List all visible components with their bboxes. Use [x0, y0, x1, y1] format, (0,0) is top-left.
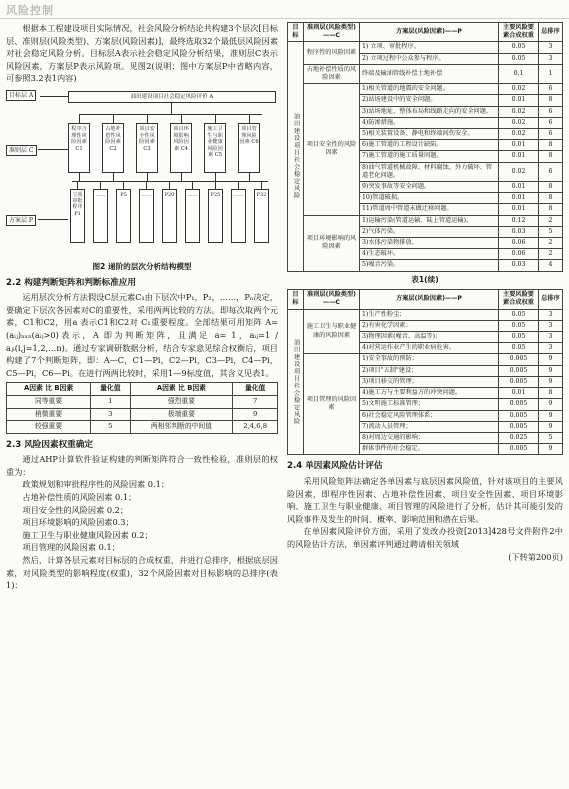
section-2-3-paragraph-2: 然后，计算各层元素对目标层的合成权重，并进行总排序，根据底层因素，对风险类型的影响程度(权重)，32个风险因素对目标影响的总排序(表1)：	[6, 555, 278, 591]
factor-cell: 4)对营运作业产生的职业病危害。	[360, 343, 499, 354]
factor-cell: 3)物理因素(噪音、高温等)；	[360, 332, 499, 343]
weight-cell: 0.01	[499, 193, 539, 204]
factor-cell: 5)噪音污染。	[360, 260, 499, 271]
table1b-header: 方案层(风险因素)——P	[360, 290, 499, 309]
rank-cell: 9	[539, 354, 563, 365]
journal-brand: 风险控制	[6, 4, 54, 17]
connector-line	[147, 114, 148, 123]
rank-cell: 9	[539, 376, 563, 387]
list-item: 政策规划和审批程序性的风险因素 0.1；	[22, 479, 170, 490]
weight-cell: 0.01	[499, 95, 539, 106]
table1b-header: 目标	[288, 290, 304, 309]
factor-cell: 8)油气管道机械故障、材料腐蚀、外力破坏、管道老化问题。	[360, 162, 499, 181]
weight-cell: 0.005	[499, 354, 539, 365]
criterion-cell: 程序性的风险因素	[304, 42, 360, 64]
rank-cell: 3	[539, 332, 563, 343]
criterion-cell: 项目安全性的风险因素	[304, 84, 360, 215]
rank-cell: 9	[539, 444, 563, 455]
rank-cell: 5	[539, 226, 563, 237]
connector-line	[261, 181, 262, 189]
table-row	[7, 395, 278, 408]
rank-cell: 8	[539, 182, 563, 193]
section-2-4-title: 2.4 单因素风险估计评估	[287, 461, 383, 472]
rank-cell: 8	[539, 151, 563, 162]
factor-cell: 5)文明施工标准管理；	[360, 399, 499, 410]
table-row	[288, 215, 563, 226]
plan-box: ……	[185, 189, 200, 243]
factor-cell: 2)气体污染。	[360, 226, 499, 237]
weight-cell: 0.05	[499, 320, 539, 331]
right-column	[287, 22, 563, 564]
scale-cell: 7	[233, 395, 278, 408]
criterion-cell: 施工卫生与职业健康的风险因素	[304, 309, 360, 354]
table1b-header: 主要风险要素合成权重	[499, 290, 539, 309]
weight-cell: 0.025	[499, 432, 539, 443]
criterion-box: 项目环境影响风险因素 C4	[170, 123, 192, 173]
rank-cell: 2	[539, 215, 563, 226]
connector-line	[181, 114, 182, 123]
criterion-box: 占地补偿性风险因素 C2	[102, 123, 124, 173]
factor-cell: 1)相关管道的地震的安全问题。	[360, 84, 499, 95]
scale-cell: 5	[91, 421, 130, 434]
weight-cell: 0.02	[499, 129, 539, 140]
factor-cell: 2)项目"五制"建设；	[360, 365, 499, 376]
connector-line	[79, 114, 80, 123]
scale-header: A因素 比 B因素	[7, 383, 91, 396]
factor-cell: 1)生产性粉尘；	[360, 309, 499, 320]
weight-cell: 0.06	[499, 249, 539, 260]
scale-cell: 较强重要	[7, 421, 91, 434]
weights-list	[6, 478, 278, 554]
plan-box: P5	[116, 189, 131, 243]
weight-cell: 0.005	[499, 365, 539, 376]
scale-table	[6, 382, 278, 433]
weight-cell: 0.01	[499, 388, 539, 399]
scale-cell: 3	[91, 408, 130, 421]
hierarchy-figure	[6, 87, 278, 259]
plan-box: P32	[254, 189, 269, 243]
scale-cell: 1	[91, 395, 130, 408]
goal-cell: 油田建设项目社会稳定风险	[288, 309, 304, 455]
table-1-caption: 表1(续)	[411, 274, 439, 284]
connector-line	[215, 181, 216, 189]
goal-box: 油田建设项目社会稳定风险评价 A	[68, 91, 276, 103]
rank-cell: 8	[539, 193, 563, 204]
rank-cell: 6	[539, 162, 563, 181]
weight-cell: 0.01	[499, 151, 539, 162]
rank-cell: 2	[539, 238, 563, 249]
factor-cell: 3)项目移交的管理；	[360, 376, 499, 387]
connector-line	[215, 114, 216, 123]
criterion-box: 程序合理性风险因素 C1	[68, 123, 90, 173]
list-item: 项目环境影响的风险因素0.3；	[22, 517, 134, 528]
table-row	[288, 64, 563, 83]
plan-box: ……	[93, 189, 108, 243]
connector-line	[113, 114, 114, 123]
weight-cell: 0.02	[499, 106, 539, 117]
criterion-cell: 项目管理的风险因素	[304, 354, 360, 455]
table1-header: 方案层(风险因素)——P	[360, 23, 499, 42]
weight-cell: 0.01	[499, 140, 539, 151]
connector-line	[181, 173, 182, 181]
connector-line	[100, 181, 101, 189]
weight-cell: 0.05	[499, 343, 539, 354]
rank-cell: 6	[539, 129, 563, 140]
rank-cell: 3	[539, 53, 563, 64]
weight-cell: 0.05	[499, 332, 539, 343]
rank-cell: 8	[539, 140, 563, 151]
rank-cell: 3	[539, 309, 563, 320]
rank-cell: 3	[539, 320, 563, 331]
weight-cell: 0.12	[499, 215, 539, 226]
scale-cell: 极端重要	[130, 408, 233, 421]
rank-cell: 6	[539, 84, 563, 95]
factor-cell: 4)施工方与主要利益方的冲突问题。	[360, 388, 499, 399]
left-column	[6, 22, 278, 592]
table1-header: 总排序	[539, 23, 563, 42]
scale-header: A因素 比 B因素	[130, 383, 233, 396]
connector-line	[192, 181, 193, 189]
connector-line	[215, 173, 216, 181]
rank-cell: 9	[539, 399, 563, 410]
level-a-label: 目标层 A	[6, 90, 36, 101]
rank-cell: 6	[539, 117, 563, 128]
continued-note: (下转第200页)	[508, 552, 563, 563]
weight-cell: 0.1	[499, 64, 539, 83]
connector-line	[249, 173, 250, 181]
header-rule	[0, 18, 569, 19]
factor-cell: 1) 立项、审批程序。	[360, 42, 499, 53]
table-row	[288, 354, 563, 365]
plan-box: ……	[139, 189, 154, 243]
criterion-box: 施工卫生与职业健康风险因素 C5	[204, 123, 226, 173]
rank-cell: 3	[539, 42, 563, 53]
table1b-header: 总排序	[539, 290, 563, 309]
rank-cell: 8	[539, 204, 563, 215]
criterion-box: 项目安全性风险因素 C3	[136, 123, 158, 173]
scale-header: 量化值	[233, 383, 278, 396]
factor-cell: 10)管道破损。	[360, 193, 499, 204]
connector-line	[249, 114, 250, 123]
factor-cell: 9)突发事故等安全问题。	[360, 182, 499, 193]
table1b-header: 准则层(风险类型)——C	[304, 290, 360, 309]
connector-line	[113, 173, 114, 181]
rank-cell: 4	[539, 260, 563, 271]
weight-cell: 0.005	[499, 399, 539, 410]
figure-caption: 图2 递阶的层次分析结构模型	[92, 261, 192, 271]
factor-cell: 4)生态破坏。	[360, 249, 499, 260]
rank-cell: 5	[539, 432, 563, 443]
rank-cell: 8	[539, 95, 563, 106]
factor-cell: 6)施工管道的工程设计缺陷。	[360, 140, 499, 151]
factor-cell: 2)有害化学因素；	[360, 320, 499, 331]
table-row	[7, 408, 278, 421]
criterion-box: 项目管理风险因素 C6	[238, 123, 260, 173]
table-row	[288, 309, 563, 320]
list-item: 项目管理的风险因素 0.1；	[22, 542, 120, 553]
factor-cell: 终端及输油管线补偿土地补偿	[360, 64, 499, 83]
weight-cell: 0.05	[499, 42, 539, 53]
rank-cell: 9	[539, 365, 563, 376]
scale-cell: 同等重要	[7, 395, 91, 408]
risk-table-1-continued	[287, 289, 563, 455]
criterion-cell: 占地补偿性质的风险因素	[304, 64, 360, 83]
weight-cell: 0.05	[499, 53, 539, 64]
table1-header: 主要风险要素合成权重	[499, 23, 539, 42]
weight-cell: 0.01	[499, 182, 539, 193]
scale-cell: 9	[233, 408, 278, 421]
weight-cell: 0.02	[499, 84, 539, 95]
section-2-4-paragraph: 采用风险矩阵法确定各单因素与底层因素风险值，针对该项目的主要风险因素，即程序性因素、占地补偿性因素、项目安全性因素、项目环境影响、施工卫生与职业健康、项目管理的风险进行了分析，估计其可能引发的风险事件及发生的时间、概率、影响范围和潜在后果。	[287, 475, 563, 524]
scale-cell: 强烈重要	[130, 395, 233, 408]
factor-cell: 7)流动人员管理；	[360, 421, 499, 432]
scale-header: 量化值	[91, 383, 130, 396]
factor-cell: 5)相关装置设备、静电和终端间伤安全。	[360, 129, 499, 140]
weight-cell: 0.02	[499, 117, 539, 128]
factor-cell: 3)水体污染物排放。	[360, 238, 499, 249]
plan-box: P20	[162, 189, 177, 243]
factor-cell: 3)站场地址，整体布局和线路走向的安全问题。	[360, 106, 499, 117]
factor-cell: 2) 立项过程中公众参与程序。	[360, 53, 499, 64]
plan-box: ……	[231, 189, 246, 243]
weight-cell: 0.005	[499, 421, 539, 432]
factor-cell: 4)防渗措施。	[360, 117, 499, 128]
table1-header: 准则层(风险类型)——C	[304, 23, 360, 42]
rank-cell: 6	[539, 106, 563, 117]
list-item: 项目安全性的风险因素 0.2；	[22, 504, 129, 515]
weight-cell: 0.02	[499, 162, 539, 181]
table1-header: 目标	[288, 23, 304, 42]
factor-cell: 2)站场建设中的安全问题。	[360, 95, 499, 106]
level-p-label: 方案层 P	[6, 215, 36, 226]
table-row	[7, 421, 278, 434]
intro-paragraph: 根据本工程建设项目实际情况，社会风险分析结论共构建3个层次[目标层、准则层(风险类型)、方案层(风险因素)]，最终选取32个最低层风险因素对社会稳定风险分析。目标层A表示社会稳定风险分析结果，准则层C表示风险因素，方案层P表示风险项。见图2(说明：图中方案层P中省略内容，可参照3.2表1内容)	[6, 23, 279, 84]
factor-cell: 群体事件的社会稳定。	[360, 444, 499, 455]
rank-cell: 9	[539, 410, 563, 421]
connector-line	[169, 181, 170, 189]
rank-cell: 8	[539, 388, 563, 399]
list-item: 占地补偿性质的风险因素 0.1；	[22, 492, 137, 503]
section-2-2-title: 2.2 构建判断矩阵和判断标准应用	[6, 277, 136, 288]
connector-line	[79, 173, 80, 181]
scale-cell: 稍微重要	[7, 408, 91, 421]
page-header	[0, 0, 569, 20]
scale-cell: 2,4,6,8	[233, 421, 278, 434]
factor-cell: 1)安全事故的预防；	[360, 354, 499, 365]
plan-box: 立项审批程序 P1	[70, 189, 85, 243]
connector-line	[147, 173, 148, 181]
connector-line	[146, 181, 147, 189]
factor-cell: 11)管道周中管道未做迁移问题。	[360, 204, 499, 215]
risk-table-1	[287, 22, 563, 272]
connector-line	[238, 181, 239, 189]
weight-cell: 0.03	[499, 260, 539, 271]
factor-cell: 6)社会稳定风险管理体系；	[360, 410, 499, 421]
rank-cell: 3	[539, 343, 563, 354]
weight-cell: 0.01	[499, 204, 539, 215]
weight-cell: 0.05	[499, 309, 539, 320]
factor-cell: 1)运输污染(管道运输、陆上管道运输)。	[360, 215, 499, 226]
scale-cell: 两相邻判断的中间值	[130, 421, 233, 434]
connector-line	[123, 181, 124, 189]
plan-box: P25	[208, 189, 223, 243]
connector-line	[77, 181, 78, 189]
weight-cell: 0.005	[499, 376, 539, 387]
level-c-label: 准则层 C	[6, 145, 37, 156]
factor-cell: 7)施工管道的施工质量问题。	[360, 151, 499, 162]
goal-cell: 油田建设项目社会稳定风险	[288, 42, 304, 271]
factor-cell: 8)对周边交通的影响；	[360, 432, 499, 443]
table-row	[288, 84, 563, 95]
section-2-3-paragraph: 通过AHP计算软件验证构建的判断矩阵符合一致性检验，准则层的权重为：	[6, 454, 278, 477]
list-item: 施工卫生与职业健康风险因素 0.2；	[22, 529, 153, 540]
table-row	[288, 42, 563, 53]
section-2-4-paragraph-2: 在单因素风险评价方面，采用了发改办投资[2013]428号文件附件2中的风险估计方法，单因素评判通过聘请相关领域	[287, 526, 563, 549]
section-2-3-title: 2.3 风险因素权重确定	[6, 439, 93, 450]
rank-cell: 2	[539, 249, 563, 260]
rank-cell: 1	[539, 64, 563, 83]
section-2-2-paragraph: 运用层次分析方法假设C层元素C₁由下层次中P₁，P₂，……，Pₙ决定，要确定下层次各因素对C的重要性，采用两两比较的方法。即每次取两个元素，C1和C2，用a 表示C1和C2对 C₁重要程度。全部结果可用矩阵 A=(aᵢⱼ)ₙₓₙ(aᵢⱼ>0)表示，A 即为判断矩阵，且满足 a= 1，aᵢⱼ=1 / aⱼᵢ(i,j=1,2,…n)。通过专家调研数据分析，结合专家意见综合权衡后，项目构建了7个判断矩阵，即：A—C，C1—Pi，C2—Pi，C3—Pi，C4—Pi，C5—Pi，C6—Pi。在进行两两比较时，采用1—9标度值，其含义见表1。	[6, 292, 278, 378]
weight-cell: 0.005	[499, 444, 539, 455]
rank-cell: 9	[539, 421, 563, 432]
weight-cell: 0.03	[499, 226, 539, 237]
weight-cell: 0.005	[499, 410, 539, 421]
weight-cell: 0.06	[499, 238, 539, 249]
criterion-cell: 项目环境影响的风险因素	[304, 215, 360, 271]
